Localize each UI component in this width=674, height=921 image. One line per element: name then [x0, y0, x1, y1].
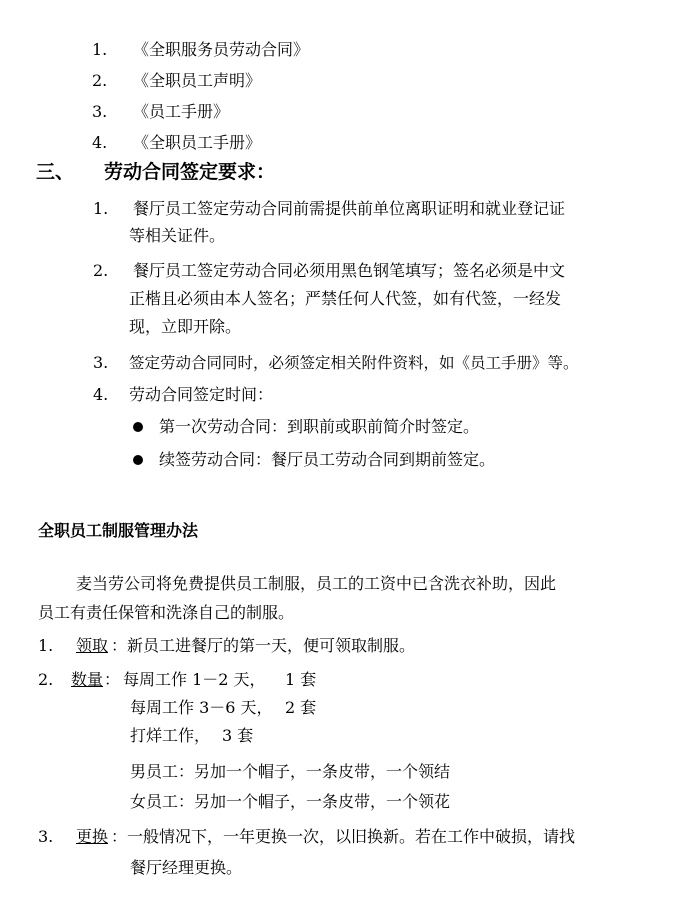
list-item-line: 正楷且必须由本人签名；严禁任何人代签，如有代签，一经发: [129, 289, 562, 308]
list-item-line: 餐厅员工签定劳动合同前需提供前单位离职证明和就业登记证: [133, 199, 566, 218]
list-number: 1.: [93, 199, 109, 218]
quantity-value: 1 套: [285, 670, 317, 689]
list-item: 《全职服务员劳动合同》: [133, 40, 310, 59]
bullet-item: 续签劳动合同：餐厅员工劳动合同到期前签定。: [159, 450, 496, 469]
list-item: 《员工手册》: [133, 102, 230, 121]
list-number: 4.: [93, 385, 109, 404]
list-item-line: 签定劳动合同同时，必须签定相关附件资料，如《员工手册》等。: [129, 354, 579, 372]
intro-line: 员工有责任保管和洗涤自己的制服。: [38, 603, 295, 622]
uniform-heading: 全职员工制服管理办法: [38, 521, 199, 540]
section-number: 三、: [36, 161, 75, 183]
intro-line: 麦当劳公司将免费提供员工制服，员工的工资中已含洗衣补助，因此: [76, 574, 557, 593]
list-item-line: 餐厅员工签定劳动合同必须用黑色钢笔填写；签名必须是中文: [133, 261, 566, 280]
item-label: 领取: [76, 636, 109, 655]
list-number: 1.: [92, 40, 108, 59]
quantity-value: 2 套: [285, 698, 317, 717]
quantity-rule: 每周工作 1－2 天，: [123, 670, 266, 689]
bullet-icon: [133, 422, 143, 432]
item-label: 数量: [71, 670, 104, 689]
list-number: 2.: [93, 261, 109, 280]
list-item: 《全职员工手册》: [133, 133, 262, 152]
list-item-line: 现，立即开除。: [129, 317, 242, 336]
item-text: 餐厅经理更换。: [130, 858, 243, 877]
list-number: 3.: [38, 827, 54, 846]
list-number: 1.: [38, 636, 54, 655]
item-colon: ：: [104, 670, 121, 689]
list-item: 《全职员工声明》: [133, 71, 262, 90]
list-item-line: 等相关证件。: [129, 226, 226, 245]
quantity-rule: 每周工作 3－6 天，: [130, 698, 273, 717]
list-item-line: 劳动合同签定时间：: [129, 385, 274, 404]
list-number: 2.: [92, 71, 108, 90]
list-number: 3.: [92, 102, 108, 121]
list-number: 2.: [38, 670, 54, 689]
list-number: 4.: [92, 133, 108, 152]
section-title: 劳动合同签定要求：: [104, 161, 276, 183]
bullet-item: 第一次劳动合同：到职前或职前简介时签定。: [159, 417, 480, 436]
extra-line: 男员工：另加一个帽子，一条皮带，一个领结: [130, 762, 451, 781]
quantity-value: 3 套: [222, 726, 254, 745]
bullet-icon: [133, 455, 143, 465]
item-text: ：一般情况下，一年更换一次，以旧换新。若在工作中破损，请找: [111, 827, 576, 846]
list-number: 3.: [93, 353, 109, 372]
item-label: 更换: [76, 827, 109, 846]
quantity-rule: 打烊工作，: [130, 726, 211, 745]
item-text: ：新员工进餐厅的第一天，便可领取制服。: [111, 636, 416, 655]
extra-line: 女员工：另加一个帽子，一条皮带，一个领花: [130, 792, 451, 811]
